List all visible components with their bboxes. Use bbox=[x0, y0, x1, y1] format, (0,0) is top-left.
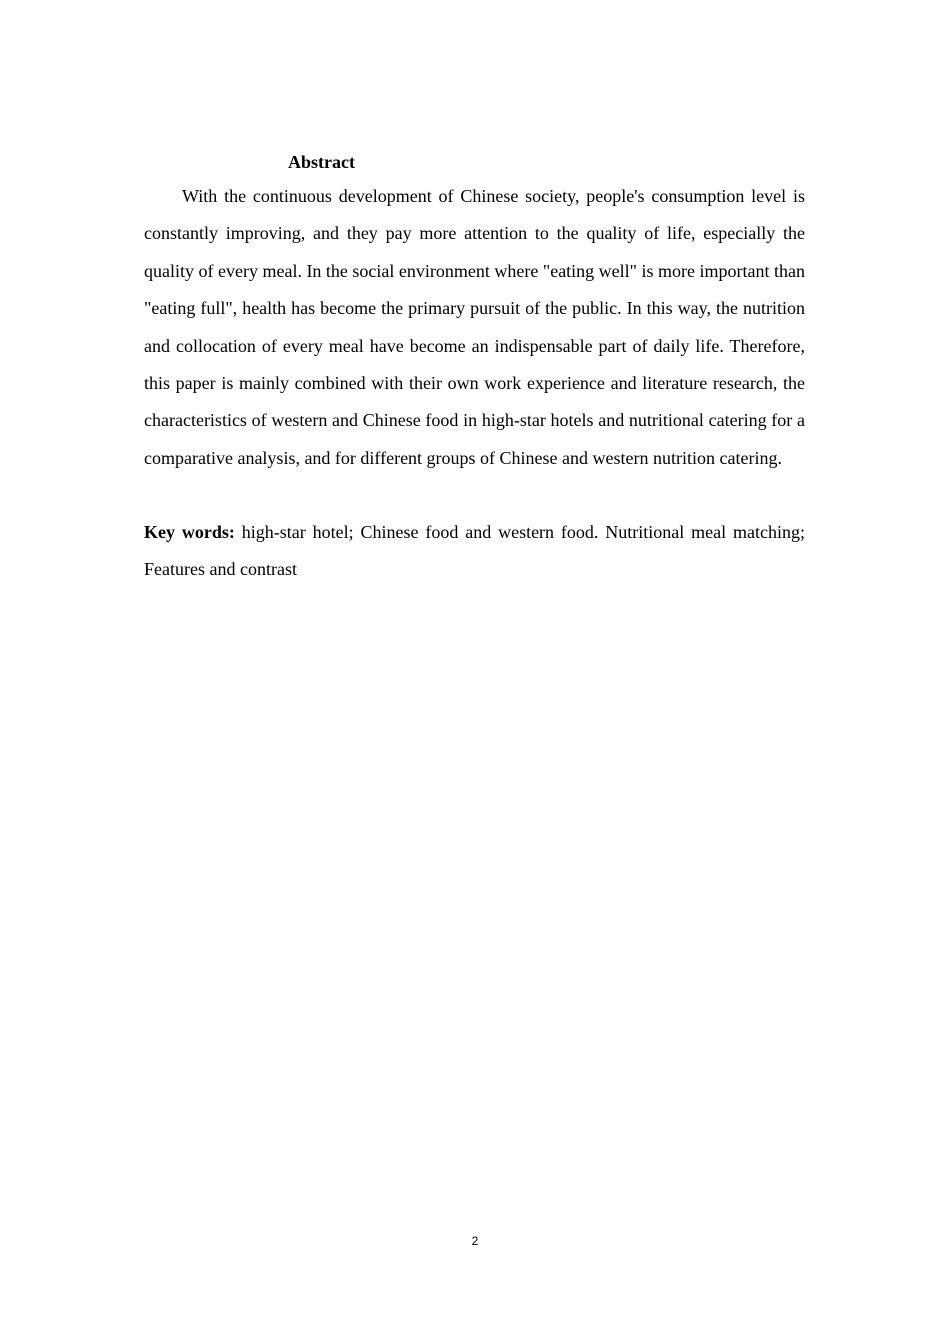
keywords-text: high-star hotel; Chinese food and western food. Nutritional meal matching; Features and contrast bbox=[144, 522, 805, 580]
page-number: 2 bbox=[471, 1234, 479, 1248]
abstract-paragraph: With the continuous development of Chinese society, people's consumption level is constantly improving, and they pay more attention to the quality of life, especially the quality of every meal. In the social environment where "eating well" is more important than "eating full", health has become the primary pursuit of the public. In this way, the nutrition and collocation of every meal have become an indispensable part of daily life. Therefore, this paper is mainly combined with their own work experience and literature research, the characteristics of western and Chinese food in high-star hotels and nutritional catering for a comparative analysis, and for different groups of Chinese and western nutrition catering. bbox=[144, 186, 805, 468]
keywords-paragraph bbox=[144, 514, 805, 589]
abstract-heading: Abstract bbox=[288, 152, 355, 172]
keywords-label: Key words: bbox=[144, 522, 235, 542]
